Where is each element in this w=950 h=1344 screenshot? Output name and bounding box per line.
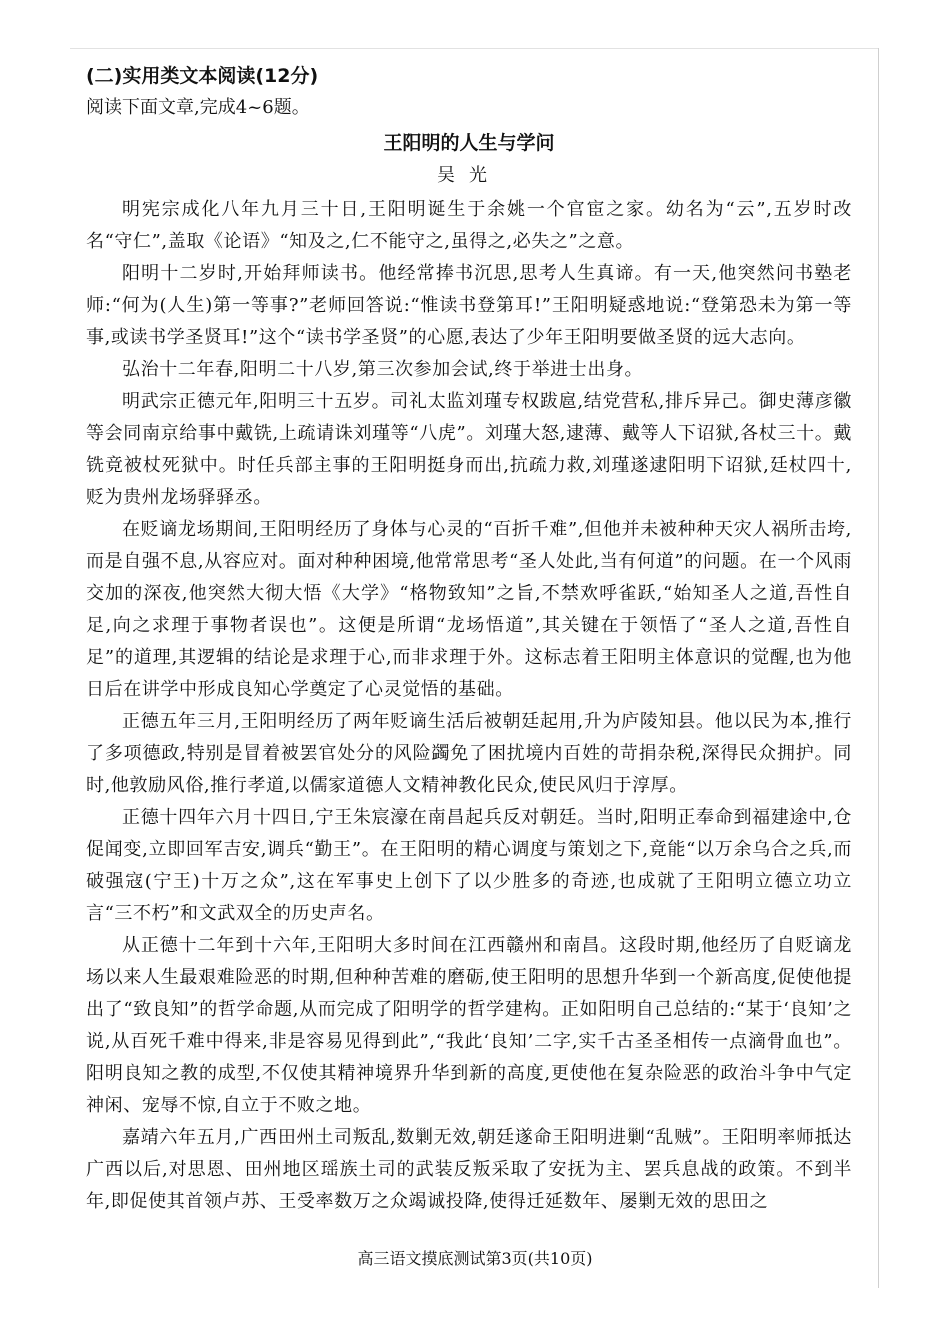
page-border-top (70, 48, 878, 49)
paragraph-3: 弘治十二年春,阳明二十八岁,第三次参加会试,终于举进士出身。 (122, 359, 644, 380)
paragraph-8: 从正德十二年到十六年,王阳明大多时间在江西赣州和南昌。这段时期,他经历了自贬谪龙场以来人生最艰难险恶的时期,但种种苦难的磨砺,使王阳明的思想升华到一个新高度,促使他提出了“致良知”的哲学命题,从而完成了阳明学的哲学建构。正如阳明自己总结的:“某于‘良知’之说,从百死千难中得来,非是容易见得到此”,“我此‘良知’二字,实千古圣圣相传一点滴骨血也”。阳明良知之教的成型,不仅使其精神境界升华到新的高度,更使他在复杂险恶的政治斗争中气定神闲、宠辱不惊,自立于不败之地。 (86, 935, 852, 1116)
paragraph-4: 明武宗正德元年,阳明三十五岁。司礼太监刘瑾专权跋扈,结党营私,排斥异己。御史薄彦徽等会同南京给事中戴铣,上疏请诛刘瑾等“八虎”。刘瑾大怒,逮薄、戴等人下诏狱,各杖三十。戴铣竟被杖死狱中。时任兵部主事的王阳明挺身而出,抗疏力救,刘瑾遂逮阳明下诏狱,廷杖四十,贬为贵州龙场驿驿丞。 (86, 391, 852, 508)
paragraph-5: 在贬谪龙场期间,王阳明经历了身体与心灵的“百折千难”,但他并未被种种天灾人祸所击垮,而是自强不息,从容应对。面对种种困境,他常常思考“圣人处此,当有何道”的问题。在一个风雨交加的深夜,他突然大彻大悟《大学》“格物致知”之旨,不禁欢呼雀跃,“始知圣人之道,吾性自足,向之求理于事物者误也”。这便是所谓“龙场悟道”,其关键在于领悟了“圣人之道,吾性自足”的道理,其逻辑的结论是求理于心,而非求理于外。这标志着王阳明主体意识的觉醒,也为他日后在讲学中形成良知心学奠定了心灵觉悟的基础。 (86, 519, 852, 700)
page-content (86, 60, 852, 1218)
page-border-right (878, 48, 879, 1288)
section-title: (二)实用类文本阅读(12分) (86, 65, 319, 87)
paragraph-2: 阳明十二岁时,开始拜师读书。他经常捧书沉思,思考人生真谛。有一天,他突然问书塾老师:“何为(人生)第一等事?”老师回答说:“惟读书登第耳!”王阳明疑惑地说:“登第恐未为第一等事,或读书学圣贤耳!”这个“读书学圣贤”的心愿,表达了少年王阳明要做圣贤的远大志向。 (86, 263, 852, 348)
article-title: 王阳明的人生与学问 (383, 132, 555, 154)
section-instruction: 阅读下面文章,完成4~6题。 (86, 97, 310, 118)
paragraph-1: 明宪宗成化八年九月三十日,王阳明诞生于余姚一个官宦之家。幼名为“云”,五岁时改名“守仁”,盖取《论语》“知及之,仁不能守之,虽得之,必失之”之意。 (86, 199, 852, 252)
article-author: 吴光 (437, 165, 501, 186)
page-footer: 高三语文摸底测试第3页(共10页) (357, 1249, 593, 1268)
paragraph-7: 正德十四年六月十四日,宁王朱宸濠在南昌起兵反对朝廷。当时,阳明正奉命到福建途中,仓促闻变,立即回军吉安,调兵“勤王”。在王阳明的精心调度与策划之下,竟能“以万余乌合之兵,而破强寇(宁王)十万之众”,这在军事史上创下了以少胜多的奇迹,也成就了王阳明立德立功立言“三不朽”和文武双全的历史声名。 (86, 807, 852, 924)
paragraph-6: 正德五年三月,王阳明经历了两年贬谪生活后被朝廷起用,升为庐陵知县。他以民为本,推行了多项德政,特别是冒着被罢官处分的风险蠲免了困扰境内百姓的苛捐杂税,深得民众拥护。同时,他敦励风俗,推行孝道,以儒家道德人文精神教化民众,使民风归于淳厚。 (86, 711, 852, 796)
paragraph-9: 嘉靖六年五月,广西田州土司叛乱,数剿无效,朝廷遂命王阳明进剿“乱贼”。王阳明率师抵达广西以后,对思恩、田州地区瑶族土司的武装反叛采取了安抚为主、罢兵息战的政策。不到半年,即促使其首领卢苏、王受率数万之众竭诚投降,使得迁延数年、屡剿无效的思田之 (86, 1127, 852, 1212)
